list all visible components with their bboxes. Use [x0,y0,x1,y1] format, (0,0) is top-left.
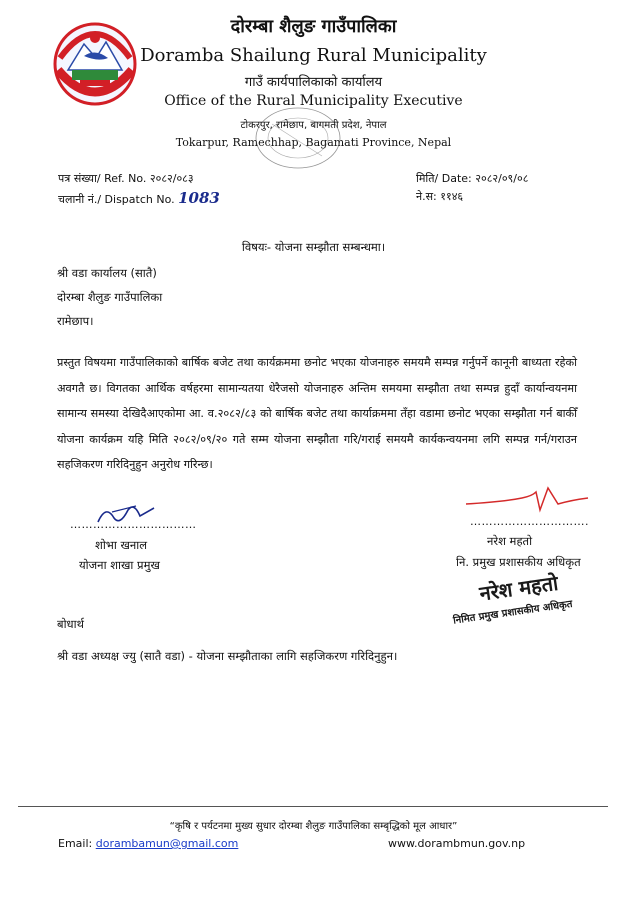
signatory-name-stamp [448,570,598,644]
footer-email [58,837,238,850]
footer-divider [18,806,608,807]
ref-value: २०८२/०८३ [149,172,194,185]
email-link[interactable]: dorambamun@gmail.com [95,837,239,850]
address-nepali: टोकरपुर, रामेछाप, बागमती प्रदेश, नेपाल [240,120,387,131]
cc-label: बोधार्थ [57,617,84,631]
recipient-line-2: दोरम्बा शैलुङ गाउँपालिका [57,290,163,304]
office-seal [232,104,362,176]
dispatch-value: 1083 [178,189,220,207]
right-signatory-name: नरेश महतो [487,534,533,548]
right-signatory-title: नि. प्रमुख प्रशासकीय अधिकृत [456,555,581,569]
municipality-name-english: Doramba Shailung Rural Municipality [140,45,487,66]
dispatch-label: चलानी नं./ Dispatch No. [58,193,175,206]
left-signatory-title: योजना शाखा प्रमुख [79,558,160,572]
dispatch-number [58,189,220,207]
left-signatory-name: शोभा खनाल [95,538,148,552]
subject-line: विषयः- योजना सम्झौता सम्बन्धमा। [241,240,386,254]
address-english: Tokarpur, Ramechhap, Bagamati Province, Nepal [175,136,452,149]
recipient-line-1: श्री वडा कार्यालय (सातै) [57,266,157,280]
footer-slogan: “कृषि र पर्यटनमा मुख्य सुधार दोरम्बा शैलुङ गाउँपालिका सम्बृद्धिको मूल आधार” [169,821,458,832]
municipality-name-nepali: दोरम्बा शैलुङ गाउँपालिका [230,16,397,37]
ns-value: ११४६ [440,190,464,203]
stamp-name: नरेश महतो [477,570,560,606]
stamp-title: निमित प्रमुख प्रशासकीय अधिकृत [452,598,574,627]
cc-line: श्री वडा अध्यक्ष ज्यु (सातै वडा) - योजना सम्झौताका लागि सहजिकरण गरिदिनुहुन। [57,649,398,663]
right-signature-dots: …………………………. [470,515,589,528]
ref-label: पत्र संख्या/ Ref. No. [58,172,147,185]
nepal-sambat [416,189,463,204]
date-label: मिति/ Date: [416,172,472,185]
footer-website[interactable]: www.dorambmun.gov.np [388,837,526,850]
left-signature-dots: …………………………… [70,518,197,531]
date-value: २०८२/०९/०८ [475,172,529,185]
recipient-line-3: रामेछाप। [57,314,94,328]
office-name-nepali: गाउँ कार्यपालिकाको कार्यालय [244,75,383,90]
ns-label: ने.स: [416,190,437,203]
letter-body: प्रस्तुत विषयमा गाउँपालिकाको बार्षिक बजेट तथा कार्यक्रममा छनोट भएका योजनाहरु समयमै सम्पन्न गर्नुपर्ने कानूनी बाध्यता रहेको अवगतै छ। विगतका आर्थिक वर्षहरमा सामान्यतया धेरैजसो योजनाहरु अन्तिम समयमा सम्झौता तथा सम्पन्न हुदाँ कार्यान्वयनमा सामान्य समस्या देखिदैआएकोमा आ. व.२०८२/८३ को बार्षिक बजेट तथा कार्याक्रममा तँहा वडामा छनोट भएका सम्झौता गर्न बाकीँ योजना कार्यक्रम यहि मिति २०८२/०९/२० गते सम्म योजना सम्झौता गरि/गराई समयमै कार्यकन्वयनमा लगि सम्पन्न गर्न/गराउन सहजिकरण गरिदिनुहुन अनुरोध गरिन्छ। [57,356,577,471]
office-name-english: Office of the Rural Municipality Executive [164,93,463,109]
email-label: Email: [58,837,93,850]
date [416,171,528,186]
ref-number [58,171,194,186]
